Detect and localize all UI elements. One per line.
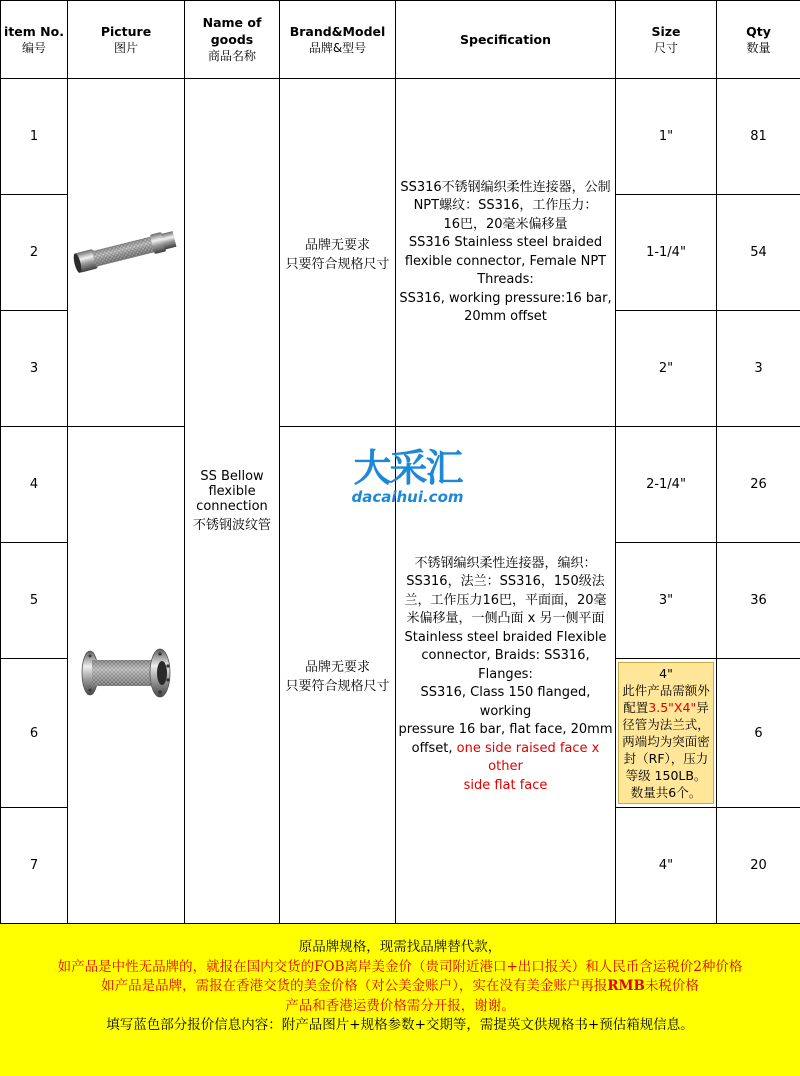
size-note: 4" 此件产品需额外配置3.5"X4"异径管为法兰式，两端均为突面密封（RF），压力等级 150LB。数量共6个。 — [618, 662, 714, 804]
qty-cell: 3 — [717, 311, 800, 427]
brand-cell-2: 品牌无要求 只要符合规格尺寸 — [280, 427, 396, 924]
qty-cell: 81 — [717, 79, 800, 195]
footer-line-1: 原品牌规格，现需找品牌替代款， — [298, 939, 502, 955]
picture-cell-2 — [68, 427, 185, 924]
size-cell: 2" — [616, 311, 717, 427]
footer-line-5: 填写蓝色部分报价信息内容：附产品图片+规格参数+交期等，需提英文供规格书+预估箱规信息。 — [106, 1017, 694, 1033]
header-picture: Picture 图片 — [68, 1, 185, 79]
header-brand: Brand&Model 品牌&型号 — [280, 1, 396, 79]
header-qty: Qty 数量 — [717, 1, 800, 79]
spec-cell-1: SS316不锈钢编织柔性连接器，公制 NPT螺纹：SS316，工作压力： 16巴，20毫米偏移量 SS316 Stainless steel braided flexible connector, Female NPT Threads: SS316, working pressure:16 bar, 20mm offset — [396, 79, 616, 427]
qty-cell: 6 — [717, 659, 800, 808]
item-no: 4 — [1, 427, 68, 543]
flanged-hose-icon — [76, 638, 176, 708]
qty-cell: 54 — [717, 195, 800, 311]
header-size: Size 尺寸 — [616, 1, 717, 79]
spec-cell-2: 不锈钢编织柔性连接器，编织： SS316，法兰：SS316，150级法 兰，工作压力16巴，平面面，20毫 米偏移量，一侧凸面 x 另一侧平面 Stainless steel braided Flexible connector, Braids: SS316, Flanges: SS316, Class 150 flanged, working pressure 16 bar, flat face, 20mm offset, one side raised face x other side flat face — [396, 427, 616, 924]
size-cell: 1-1/4" — [616, 195, 717, 311]
size-cell: 3" — [616, 543, 717, 659]
footer-line-2: 如产品是中性无品牌的，就报在国内交货的FOB离岸美金价（贵司附近港口+出口报关）和人民币含运税价2种价格 — [57, 958, 743, 975]
header-name: Name of goods 商品名称 — [185, 1, 280, 79]
brand-cell-1: 品牌无要求 只要符合规格尺寸 — [280, 79, 396, 427]
header-spec: Specification — [396, 1, 616, 79]
qty-cell: 20 — [717, 808, 800, 924]
table-row — [1, 427, 800, 543]
size-cell: 1" — [616, 79, 717, 195]
watermark-logo: 大采汇 dacaihui.com — [351, 446, 464, 506]
picture-cell-1 — [68, 79, 185, 427]
header-row — [1, 1, 800, 79]
qty-cell: 36 — [717, 543, 800, 659]
item-no: 2 — [1, 195, 68, 311]
item-no: 3 — [1, 311, 68, 427]
item-no: 7 — [1, 808, 68, 924]
item-no: 5 — [1, 543, 68, 659]
footer-line-4: 产品和香港运费价格需分开报，谢谢。 — [285, 997, 515, 1014]
qty-cell: 26 — [717, 427, 800, 543]
table-row — [1, 79, 800, 195]
size-cell: 4" — [616, 808, 717, 924]
footer-notice — [0, 923, 800, 1076]
item-no: 1 — [1, 79, 68, 195]
item-no: 6 — [1, 659, 68, 808]
header-item-no: item No. 编号 — [1, 1, 68, 79]
footer-line-3: 如产品是品牌，需报在香港交货的美金价格（对公美金账户），实在没有美金账户再报RMB未税价格 — [101, 978, 699, 994]
braided-hose-icon — [71, 211, 181, 291]
size-cell: 2-1/4" — [616, 427, 717, 543]
goods-name-cell: SS Bellow flexible connection 不锈钢波纹管 — [185, 79, 280, 924]
size-cell-with-note — [616, 659, 717, 808]
